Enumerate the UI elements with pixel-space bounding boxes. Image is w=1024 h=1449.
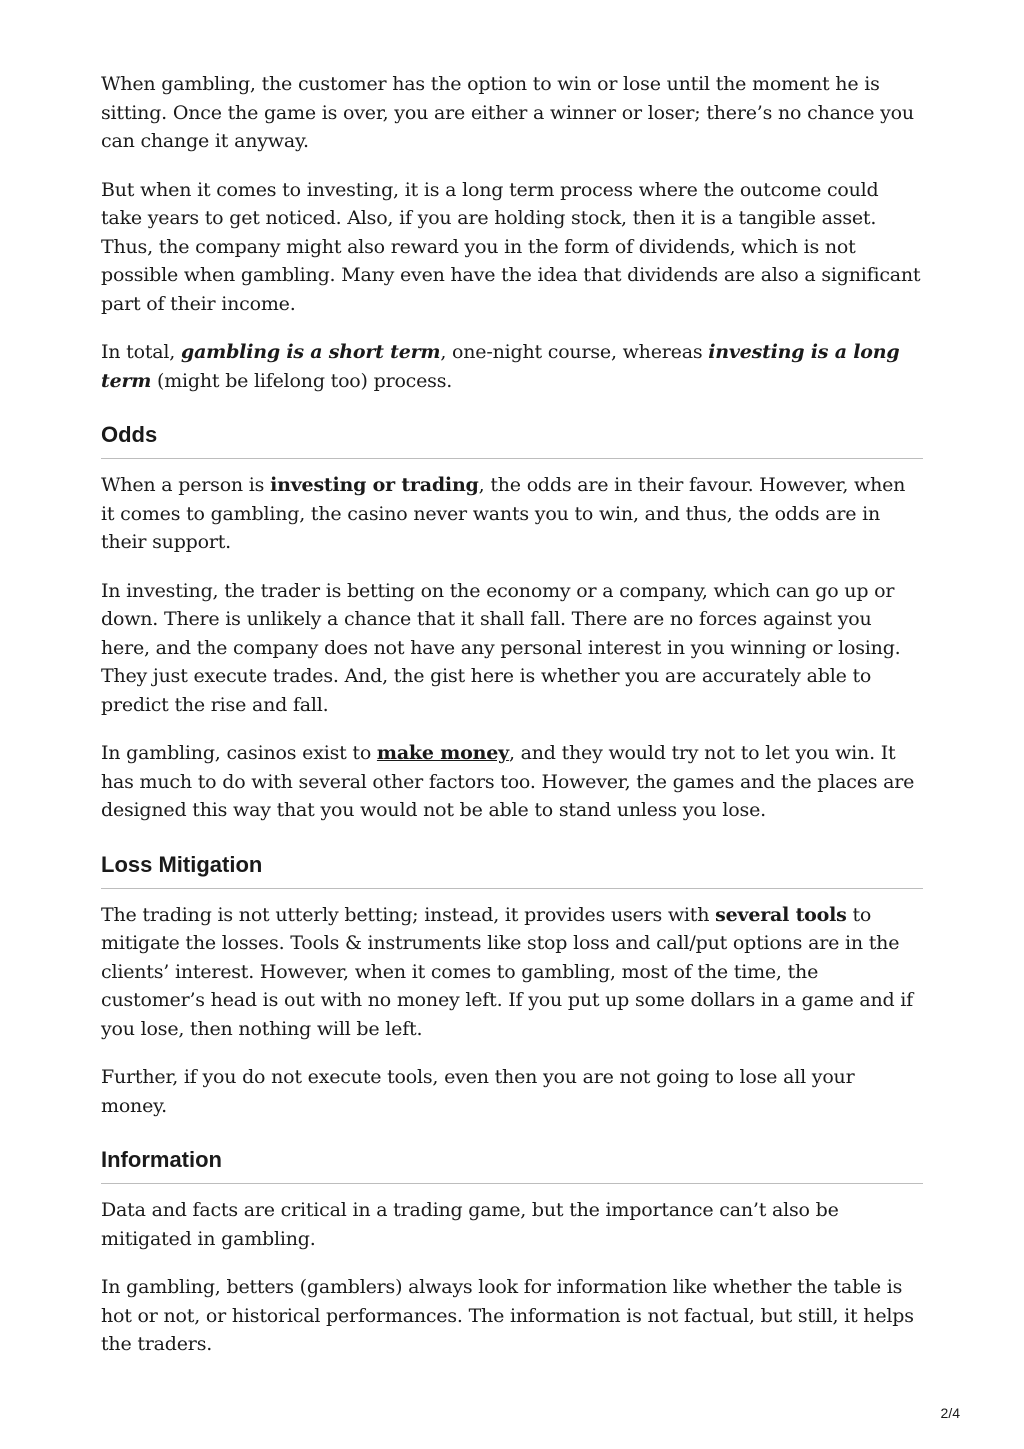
text: In total, (101, 341, 181, 363)
emphasis-text: gambling is a short term (180, 341, 441, 363)
emphasis-text: investing is a long term (101, 341, 900, 392)
paragraph (101, 901, 923, 1044)
text: to mitigate the losses. Tools & instruments like stop loss and call/put options are in the clients’ interest. However, when it comes to gambling, most of the time, the customer’s head is out with no money left. If you put up some dollars in a game and if you lose, then nothing will be left. (101, 903, 914, 1040)
paragraph (101, 338, 923, 395)
bold-text: several tools (715, 903, 847, 926)
text: The trading is not utterly betting; instead, it provides users with (101, 903, 716, 926)
section-heading-loss-mitigation: Loss Mitigation (101, 852, 923, 889)
section-heading-odds: Odds (101, 422, 923, 459)
bold-text: investing or trading (270, 474, 479, 496)
make-money-link[interactable]: make money (376, 742, 509, 764)
paragraph: In investing, the trader is betting on the economy or a company, which can go up or down. There is unlikely a chance that it shall fall. There are no forces against you here, and the company does not have any personal interest in you winning or losing. They just execute trades. And, the gist here is whether you are accurately able to predict the rise and fall. (101, 579, 901, 716)
text: , one-night course, whereas (440, 341, 709, 363)
paragraph: In gambling, betters (gamblers) always look for information like whether the table is hot or not, or historical performances. The information is not factual, but still, it helps the traders. (101, 1276, 914, 1355)
text: (might be lifelong too) process. (151, 369, 453, 392)
paragraph: When gambling, the customer has the option to win or lose until the moment he is sitting. Once the game is over, you are either a winner or loser; there’s no chance you can change it anyway. (101, 73, 914, 152)
paragraph: Further, if you do not execute tools, even then you are not going to lose all your money. (101, 1066, 855, 1117)
article-body (101, 70, 923, 1379)
paragraph: But when it comes to investing, it is a long term process where the outcome could take years to get noticed. Also, if you are holding stock, then it is a tangible asset. Thus, the company might also reward you in the form of dividends, which is not possible when gambling. Many even have the idea that dividends are also a significant part of their income. (101, 178, 921, 315)
paragraph: Data and facts are critical in a trading game, but the importance can’t also be mitigated in gambling. (101, 1199, 839, 1250)
text: In gambling, casinos exist to (101, 742, 377, 764)
text: , and they would try not to let you win. It has much to do with several other factors too. However, the games and the places are designed this way that you would not be able to stand unless you lose. (101, 742, 915, 821)
section-heading-information: Information (101, 1147, 923, 1184)
text: , the odds are in their favour. However, when it comes to gambling, the casino never wants you to win, and thus, the odds are in their support. (101, 474, 906, 553)
text: When a person is (101, 474, 271, 496)
paragraph (101, 739, 923, 825)
paragraph (101, 471, 923, 557)
page-number: 2/4 (940, 1405, 960, 1421)
